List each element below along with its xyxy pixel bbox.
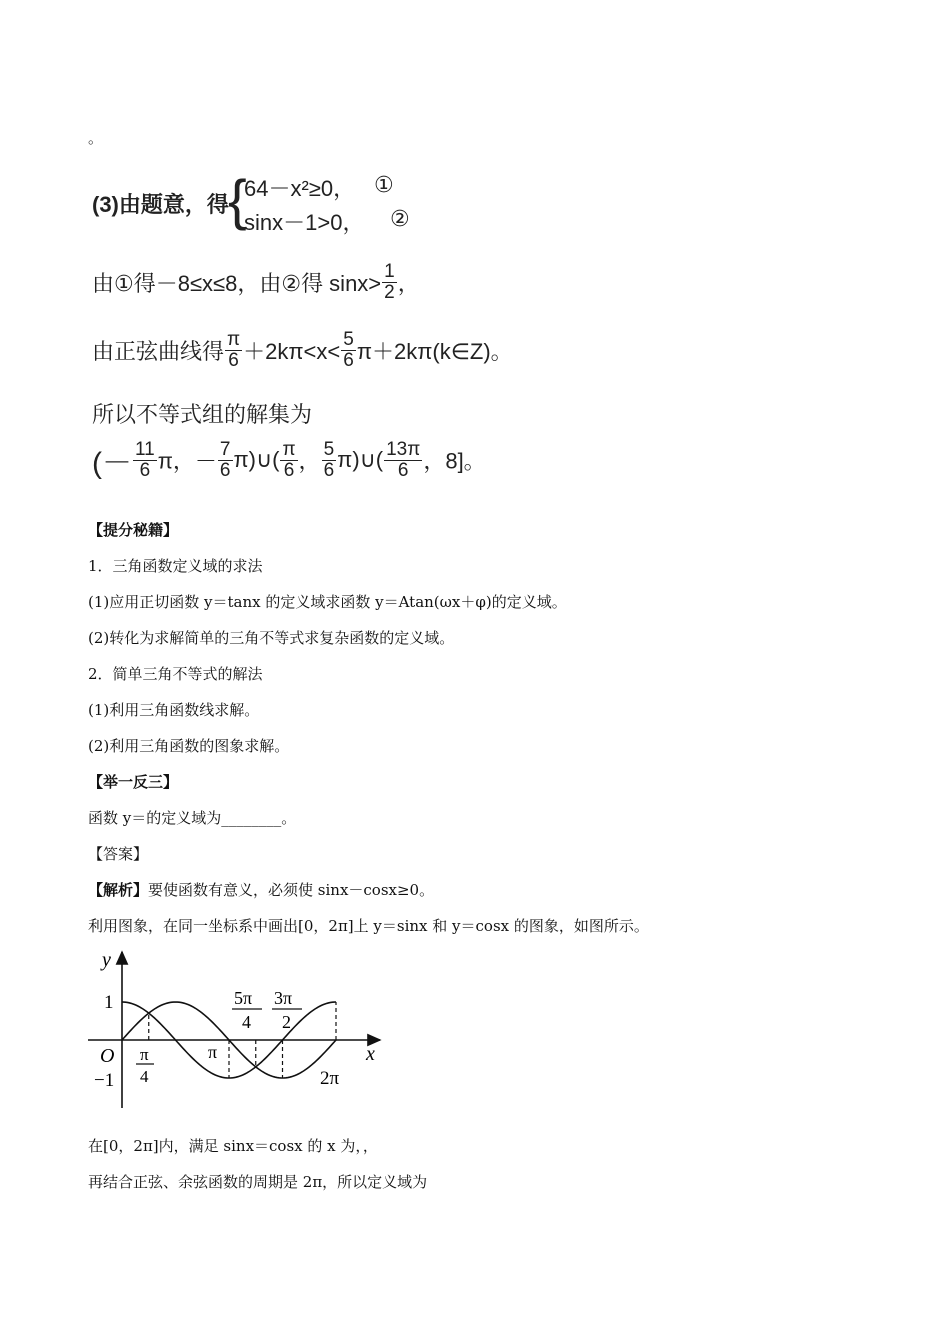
analysis-label: 【解析】 bbox=[88, 881, 149, 899]
tips-item-2: 2．简单三角不等式的解法 bbox=[88, 665, 263, 683]
answer-label: 【答案】 bbox=[88, 845, 149, 863]
label-pi-over-4-num: π bbox=[140, 1045, 149, 1064]
step3-eq2-tag: ② bbox=[390, 206, 410, 231]
label-pi-over-4-den: 4 bbox=[140, 1067, 149, 1086]
label-2pi: 2π bbox=[320, 1068, 340, 1089]
origin-label: O bbox=[100, 1045, 115, 1067]
sin-cos-graph bbox=[84, 944, 394, 1114]
tips-heading: 【提分秘籍】 bbox=[88, 521, 179, 539]
solution-heading: 所以不等式组的解集为 bbox=[92, 402, 313, 427]
tips-item-1a: (1)应用正切函数 y＝tanx 的定义域求函数 y＝Atan(ωx＋φ)的定义域。 bbox=[88, 593, 567, 611]
example-question: 函数 y＝的定义域为________。 bbox=[88, 809, 297, 827]
fraction-pi-over-6: $\frac{\pi}{6}$ bbox=[227, 329, 241, 371]
from-line-text: 由①得－8≤x≤8，由②得 sinx> bbox=[92, 271, 382, 296]
analysis-line bbox=[88, 880, 434, 900]
sine-curve-line: 由正弦曲线得 $\frac{\pi}{6}$ ＋2kπ<x< $\frac{5}{6}$ π＋2kπ(k∈Z)。 bbox=[92, 329, 513, 371]
analysis-line-3: 在[0，2π]内，满足 sinx＝cosx 的 x 为，， bbox=[88, 1137, 378, 1155]
tips-item-2b: (2)利用三角函数的图象求解。 bbox=[88, 737, 290, 755]
system-brace: { bbox=[228, 168, 247, 231]
tips-item-1b: (2)转化为求解简单的三角不等式求复杂函数的定义域。 bbox=[88, 629, 455, 647]
step3-lead: (3)由题意，得 bbox=[92, 192, 229, 217]
example-heading: 【举一反三】 bbox=[88, 773, 179, 791]
fraction-one-half: $\frac{1}{2}$ bbox=[384, 261, 395, 303]
y-tick-one: 1 bbox=[104, 992, 114, 1013]
label-5pi-over-4-num: 5π bbox=[234, 988, 253, 1008]
analysis-line-2: 利用图象，在同一坐标系中画出[0，2π]上 y＝sinx 和 y＝cosx 的图象，如图所示。 bbox=[88, 917, 649, 935]
y-tick-minus-one: −1 bbox=[94, 1070, 115, 1091]
y-axis-label: y bbox=[102, 949, 111, 971]
fraction-5-over-6: $\frac{5}{6}$ bbox=[343, 329, 354, 371]
tips-item-1: 1．三角函数定义域的求法 bbox=[88, 557, 263, 575]
tips-item-2a: (1)利用三角函数线求解。 bbox=[88, 701, 260, 719]
x-axis-label: x bbox=[366, 1043, 375, 1065]
from-line: 由①得－8≤x≤8，由②得 sinx> $\frac{1}{2}$ ， bbox=[92, 261, 420, 303]
top-mark: 。 bbox=[88, 129, 104, 147]
solution-set: (－ $\frac{11}{6}$ π，－ $\frac{7}{6}$ π)∪( $\frac{\pi}{6}$ ， $\frac{5}{6}$ π)∪( $\frac{13\pi}{6}$ ，8]。 bbox=[92, 438, 486, 481]
label-3pi-over-2-den: 2 bbox=[282, 1012, 291, 1032]
analysis-text: 要使函数有意义，必须使 sinx－cosx≥0。 bbox=[148, 881, 435, 899]
step3-eq2: sinx－1>0， bbox=[244, 210, 365, 235]
analysis-line-4: 再结合正弦、余弦函数的周期是 2π，所以定义域为 bbox=[88, 1173, 428, 1191]
step3-eq1-tag: ① bbox=[374, 172, 394, 197]
label-pi: π bbox=[208, 1042, 218, 1062]
label-5pi-over-4-den: 4 bbox=[242, 1012, 251, 1032]
label-3pi-over-2-num: 3π bbox=[274, 988, 293, 1008]
step3-eq1: 64－x²≥0， bbox=[244, 176, 356, 201]
